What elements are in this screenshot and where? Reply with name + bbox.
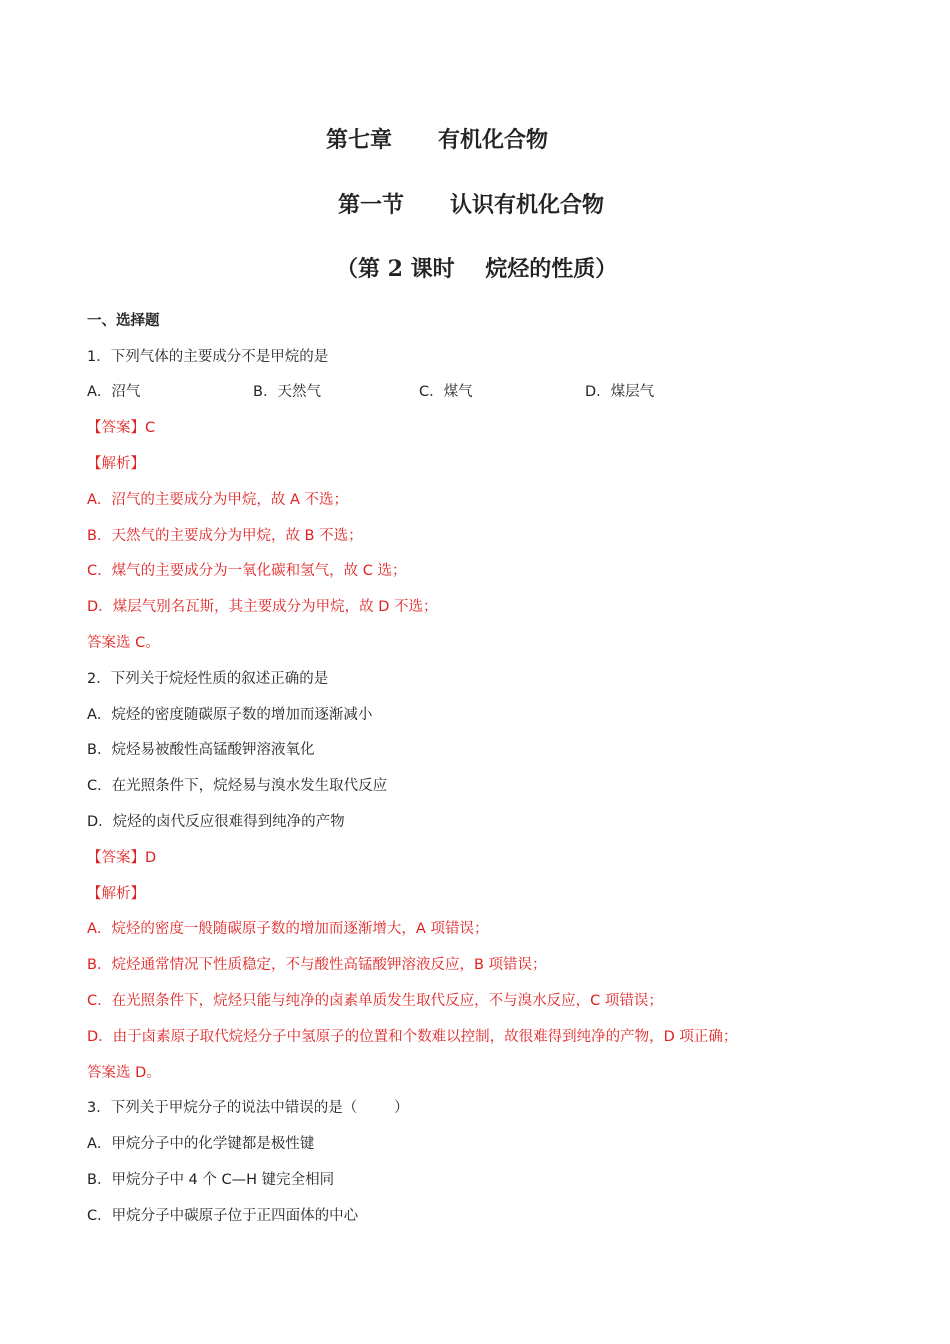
question-1-stem: 1．下列气体的主要成分不是甲烷的是: [87, 348, 329, 365]
option-b: B．甲烷分子中 4 个 C—H 键完全相同: [87, 1172, 335, 1189]
question-1-analysis-label: 【解析】: [87, 456, 145, 473]
option-b: B．天然气: [253, 384, 321, 401]
analysis-line: A．沼气的主要成分为甲烷，故 A 不选；: [87, 491, 349, 508]
section-heading: 一、选择题: [87, 312, 160, 329]
analysis-line: C．煤气的主要成分为一氧化碳和氢气，故 C 选；: [87, 563, 407, 580]
question-1-answer: 【答案】C: [87, 420, 156, 437]
option-d: D．烷烃的卤代反应很难得到纯净的产物: [87, 814, 345, 831]
option-c: C．在光照条件下，烷烃易与溴水发生取代反应: [87, 778, 388, 795]
option-d: D．煤层气: [585, 384, 655, 401]
analysis-line: C．在光照条件下，烷烃只能与纯净的卤素单质发生取代反应，不与溴水反应，C 项错误；: [87, 993, 663, 1010]
analysis-line: D．煤层气别名瓦斯，其主要成分为甲烷，故 D 不选；: [87, 599, 438, 616]
analysis-line: B．烷烃通常情况下性质稳定，不与酸性高锰酸钾溶液反应，B 项错误；: [87, 957, 547, 974]
option-a: A．烷烃的密度随碳原子数的增加而逐渐减小: [87, 706, 373, 723]
question-3-stem: 3．下列关于甲烷分子的说法中错误的是（ ）: [87, 1100, 409, 1117]
document-body: [87, 303, 887, 1234]
option-a: A．沼气: [87, 384, 141, 401]
question-1-options: [87, 375, 887, 411]
question-2-stem: 2．下列关于烷烃性质的叙述正确的是: [87, 670, 329, 687]
analysis-line: A．烷烃的密度一般随碳原子数的增加而逐渐增大，A 项错误；: [87, 921, 489, 938]
lesson-title: （第 2 课时 烷烃的性质）: [336, 256, 618, 282]
option-a: A．甲烷分子中的化学键都是极性键: [87, 1136, 315, 1153]
option-c: C．甲烷分子中碳原子位于正四面体的中心: [87, 1207, 359, 1224]
analysis-conclusion: 答案选 D。: [87, 1064, 161, 1081]
option-c: C．煤气: [419, 384, 473, 401]
question-2-analysis-label: 【解析】: [87, 885, 145, 902]
option-b: B．烷烃易被酸性高锰酸钾溶液氧化: [87, 742, 315, 759]
analysis-line: D．由于卤素原子取代烷烃分子中氢原子的位置和个数难以控制，故很难得到纯净的产物，D 项正确；: [87, 1028, 738, 1045]
chapter-title: 第七章 有机化合物: [326, 127, 548, 153]
analysis-line: B．天然气的主要成分为甲烷，故 B 不选；: [87, 527, 363, 544]
analysis-conclusion: 答案选 C。: [87, 635, 160, 652]
question-2-answer: 【答案】D: [87, 849, 157, 866]
section-title: 第一节 认识有机化合物: [338, 192, 604, 218]
